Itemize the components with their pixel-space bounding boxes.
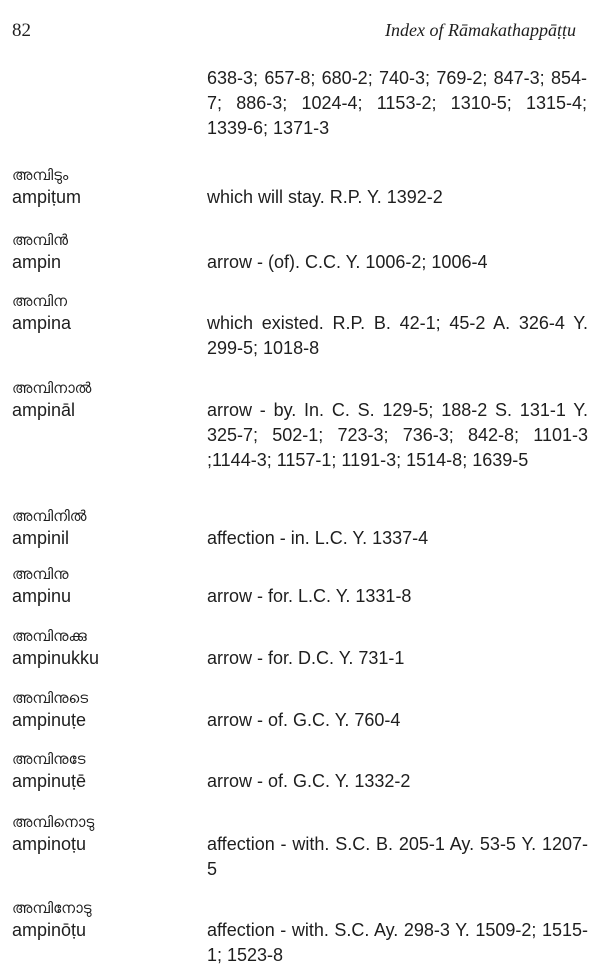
- transliteration: ampināl: [12, 400, 76, 420]
- malayalam-word: അമ്പിനുടെ: [12, 689, 89, 707]
- index-entry: [12, 291, 588, 378]
- transliteration: ampiṭum: [12, 187, 82, 207]
- definition: arrow - for. L.C. Y. 1331-8: [207, 586, 412, 606]
- definition: affection - with. S.C. Ay. 298-3 Y. 1509-2; 1515-1; 1523-8: [207, 920, 588, 965]
- definition: arrow - by. In. C. S. 129-5; 188-2 S. 131-1 Y. 325-7; 502-1; 723-3; 736-3; 842-8; 1101-3 ;1144-3; 1157-1; 1191-3; 1514-8; 1639-5: [207, 400, 588, 470]
- index-entry: [12, 626, 588, 688]
- running-head: Index of Rāmakathappāṭṭu: [385, 20, 576, 40]
- malayalam-word: അമ്പിൻ: [12, 231, 69, 249]
- index-entry: [12, 688, 588, 749]
- definition: arrow - of. G.C. Y. 760-4: [207, 710, 401, 730]
- malayalam-word: അമ്പിനുക്കു: [12, 627, 87, 645]
- index-entry: [12, 564, 588, 626]
- index-entry: [12, 165, 588, 230]
- malayalam-word: അമ്പിനുടേ: [12, 750, 86, 768]
- index-entry: [12, 506, 588, 564]
- malayalam-word: അമ്പിനിൽ: [12, 507, 87, 525]
- index-entry: [12, 812, 588, 898]
- page-header: [12, 20, 576, 50]
- transliteration: ampinōṭu: [12, 920, 87, 940]
- transliteration: ampinil: [12, 528, 70, 548]
- definition: arrow - (of). C.C. Y. 1006-2; 1006-4: [207, 252, 488, 272]
- transliteration: ampinuṭē: [12, 771, 87, 791]
- continuation-references: 638-3; 657-8; 680-2; 740-3; 769-2; 847-3; 854-7; 886-3; 1024-4; 1153-2; 1310-5; 1315-4; 1339-6; 1371-3: [207, 68, 587, 138]
- malayalam-word: അമ്പിനാൽ: [12, 379, 92, 397]
- definition: which existed. R.P. B. 42-1; 45-2 A. 326-4 Y. 299-5; 1018-8: [207, 313, 588, 358]
- definition: affection - with. S.C. B. 205-1 Ay. 53-5 Y. 1207-5: [207, 834, 588, 879]
- definition: affection - in. L.C. Y. 1337-4: [207, 528, 429, 548]
- page-number: 82: [12, 20, 31, 41]
- index-entries: [12, 165, 588, 973]
- transliteration: ampin: [12, 252, 62, 272]
- definition: arrow - for. D.C. Y. 731-1: [207, 648, 405, 668]
- index-entry: [12, 230, 588, 291]
- malayalam-word: അമ്പിനൊടു: [12, 813, 95, 831]
- transliteration: ampinukku: [12, 648, 100, 668]
- malayalam-word: അമ്പിടും: [12, 166, 69, 184]
- malayalam-word: അമ്പിനോടു: [12, 899, 92, 917]
- malayalam-word: അമ്പിന: [12, 292, 68, 310]
- transliteration: ampina: [12, 313, 72, 333]
- malayalam-word: അമ്പിനു: [12, 565, 69, 583]
- definition: which will stay. R.P. Y. 1392-2: [207, 187, 443, 207]
- index-entry: [12, 898, 588, 973]
- index-entry: [12, 378, 588, 506]
- transliteration: ampinoṭu: [12, 834, 87, 854]
- index-entry: [12, 749, 588, 812]
- transliteration: ampinu: [12, 586, 72, 606]
- transliteration: ampinuṭe: [12, 710, 87, 730]
- definition: arrow - of. G.C. Y. 1332-2: [207, 771, 411, 791]
